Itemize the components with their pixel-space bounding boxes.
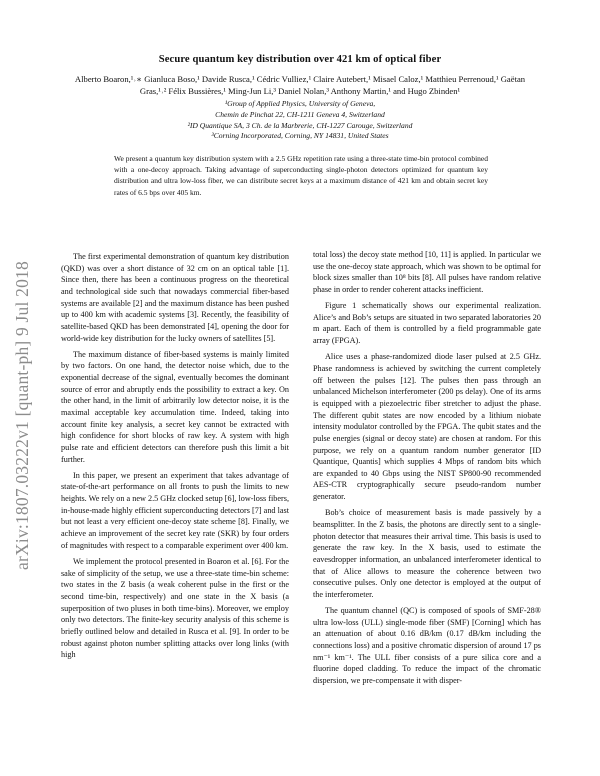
body-paragraph: In this paper, we present an experiment that takes advantage of state-of-the-art performance on all fronts to push the limits to new heights. We rely on a new 2.5 GHz clocked setup [6], low-loss fibers, in-house-made highly efficient superconducting detectors [7] and last but not least a very efficient one-decoy state scheme [8]. Finally, we achieve an improvement of the secret key rate (SKR) by four orders of magnitudes with respect to a comparable experiment over 400 km.	[61, 470, 289, 550]
affiliation-line: Chemin de Pinchat 22, CH-1211 Geneva 4, Switzerland	[215, 109, 385, 119]
arxiv-identifier-stamp	[2, 235, 42, 595]
body-paragraph: Alice uses a phase-randomized diode laser pulsed at 2.5 GHz. Phase randomness is achieved by switching the current completely off between the pulses [12]. The pulses then pass through an unbalanced Michelson interferometer (200 ps delay). One of its arms is equipped with a piezoelectric fiber stretcher to adjust the phase. The different qubit states are now encoded by a lithium niobate intensity modulator controlled by the FPGA. The qubit states and the pulse energies (signal or decoy state) are chosen at random. For this purpose, we rely on a quantum random number generator [ID Quantique, Quantis] which supplies 4 Mbps of random bits which are expanded to 40 Gbps using the NIST SP800-90 recommended AES-CTR cryptographically secure pseudo-random number generator.	[313, 352, 541, 502]
abstract: We present a quantum key distribution system with a 2.5 GHz repetition rate using a three-state time-bin protocol combined with a one-decoy approach. Taking advantage of superconducting single-photon detectors optimized for quantum key distribution and ultra low-loss fiber, we can distribute secret keys at a maximum distance of 421 km and obtain secret key rates of 6.5 bps over 405 km.	[114, 154, 488, 197]
body-column-right	[313, 249, 541, 691]
affiliation-line: ²ID Quantique SA, 3 Ch. de la Marbrerie, CH-1227 Carouge, Switzerland	[187, 120, 413, 130]
body-paragraph: We implement the protocol presented in Boaron et al. [6]. For the sake of simplicity of the setup, we use a three-state time-bin scheme: two states in the Z basis (a weak coherent pulse in the first or the second time-bin, respectively) and one state in the X basis (a superposition of two pluses in both time-bins). Moreover, we employ only two detectors. The finite-key security analysis of this scheme is briefly outlined below and detailed in Rusca et al. [9]. In order to be robust against photon number splitting attacks over long links (with high	[61, 556, 289, 660]
body-paragraph: The maximum distance of fiber-based systems is mainly limited by two factors. On one hand, the detector noise which, due to the exponential decrease of the signal, eventually becomes the dominant source of error and abruptly ends the possibility to extract a key. On the other hand, in the limit of arbitrarily low detector noise, it is the maximal acceptable key accumulation time. Indeed, taking into account finite key analysis, a secret key cannot be extracted with high confidence for short blocks of raw key. A system with high pulse rate and efficient detectors can therefore push this limit a bit further.	[61, 349, 289, 464]
body-column-left	[61, 251, 289, 665]
paper-title: Secure quantum key distribution over 421 km of optical fiber	[158, 54, 442, 65]
arxiv-identifier-text: arXiv:1807.03222v1 [quant-ph] 9 Jul 2018	[11, 260, 32, 570]
affiliations	[100, 99, 500, 142]
body-paragraph: Figure 1 schematically shows our experimental realization. Alice’s and Bob’s setups are situated in two separated laboratories 20 m apart. Each of them is controlled by a field programmable gate array (FPGA).	[313, 301, 541, 346]
body-paragraph: Bob’s choice of measurement basis is made passively by a beamsplitter. In the Z basis, the photons are directly sent to a single-photon detector that measures their arrival time. This basis is used to generate the raw key. In the X basis, used to estimate the eavesdropper information, an unbalanced interferometer identical to that of Alice allows to measure the coherence between two consecutive pulses. Only one detector is employed at the output of the interferometer.	[313, 508, 541, 599]
affiliation-line: ¹Group of Applied Physics, University of Geneva,	[224, 99, 376, 108]
body-paragraph: The quantum channel (QC) is composed of spools of SMF-28® ultra low-loss (ULL) single-mode fiber (SMF) [Corning] which has an attenuation of about 0.16 dB/km (0.17 dB/km including the connections loss) and a positive chromatic dispersion of around 17 ps nm⁻¹ km⁻¹. The ULL fiber consists of a pure silica core and a fluorine doped cladding. To reduce the impact of the chromatic dispersion, we pre-compensate it with disper-	[313, 606, 541, 685]
body-paragraph: total loss) the decoy state method [10, 11] is applied. In particular we use the one-decoy state approach, which was shown to be optimal for block sizes smaller than 10⁸ bits [8]. All pulses have random relative phase in order to render coherent attacks inefficient.	[313, 250, 541, 294]
body-paragraph: The first experimental demonstration of quantum key distribution (QKD) was over a short distance of 32 cm on an optical table [1]. Since then, there has been a continuous progress on the theoretical and technological side such that nowadays commercial fiber-based systems are available [2] and the maximum distance has been pushed up to 400 km with academic systems [3]. Recently, the feasibility of satellite-based QKD has been demonstrated [4], opening the door for world-wide key distribution for the lucky owners of satellites [5].	[61, 252, 289, 343]
affiliation-line: ³Corning Incorporated, Corning, NY 14831, United States	[211, 131, 389, 141]
author-list: Alberto Boaron,¹˒∗ Gianluca Boso,¹ Davide Rusca,¹ Cédric Vulliez,¹ Claire Autebert,¹ Misael Caloz,¹ Matthieu Perrenoud,¹ Gaëtan Gras,¹˒² Félix Bussières,¹ Ming-Jun Li,³ Daniel Nolan,³ Anthony Martin,¹ and Hugo Zbinden¹	[74, 74, 526, 96]
